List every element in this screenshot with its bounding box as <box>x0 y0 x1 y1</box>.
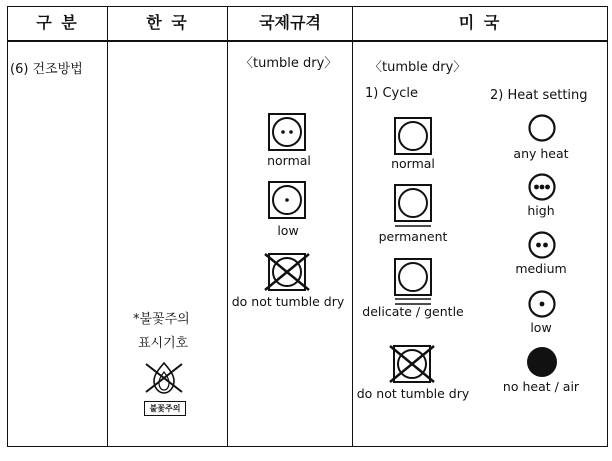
category-drying-method: (6) 건조방법 <box>10 62 83 77</box>
usa-permanent-label: permanent <box>378 229 448 244</box>
circle-any-heat-icon <box>527 113 557 143</box>
col-divider-3 <box>352 6 353 447</box>
table-bottom-border <box>7 446 608 447</box>
tumble-dry-normal-icon <box>268 113 306 151</box>
usa-title: 〈tumble dry〉 <box>369 60 467 75</box>
intl-normal-label: normal <box>267 153 311 168</box>
header-korea: 한 국 <box>146 13 189 32</box>
do-not-tumble-dry-icon <box>389 344 435 384</box>
circle-one-dot-icon <box>527 289 557 319</box>
left-border <box>7 6 8 447</box>
col-divider-2 <box>227 6 228 447</box>
korea-note-line2: 표시기호 <box>138 336 189 351</box>
usa-heat-heading: 2) Heat setting <box>490 88 588 103</box>
usa-cycle-heading: 1) Cycle <box>365 86 419 101</box>
usa-medium-label: medium <box>515 261 567 276</box>
circle-two-dots-icon <box>527 230 557 260</box>
header-usa: 미 국 <box>458 13 502 32</box>
tumble-dry-low-icon <box>268 181 306 219</box>
header-international: 국제규격 <box>259 13 321 32</box>
intl-low-label: low <box>277 223 299 238</box>
circle-three-dots-icon <box>527 172 557 202</box>
usa-cycle-normal-label: normal <box>391 156 435 171</box>
header-bottom-border <box>7 40 608 42</box>
header-category: 구 분 <box>36 13 79 32</box>
filled-circle-icon <box>526 346 558 378</box>
intl-title: 〈tumble dry〉 <box>240 56 338 71</box>
right-border <box>607 6 608 447</box>
do-not-tumble-dry-icon <box>264 252 310 292</box>
korea-note-line1: *불꽃주의 <box>133 312 190 327</box>
intl-do-not-tumble-dry-label: do not tumble dry <box>231 294 345 309</box>
tumble-dry-delicate-icon <box>394 258 432 306</box>
tumble-dry-cycle-normal-icon <box>394 117 432 155</box>
flame-caution-icon <box>142 360 186 396</box>
usa-any-heat-label: any heat <box>513 146 569 161</box>
usa-do-not-tumble-dry-label: do not tumble dry <box>356 386 470 401</box>
flame-caution-symbol-label: 불꽃주의 <box>144 401 186 416</box>
usa-high-label: high <box>527 203 555 218</box>
col-divider-1 <box>107 6 108 447</box>
usa-low-label: low <box>530 320 552 335</box>
usa-delicate-label: delicate / gentle <box>362 304 464 319</box>
table-top-border <box>7 6 608 7</box>
tumble-dry-permanent-icon <box>394 184 432 228</box>
usa-no-heat-label: no heat / air <box>502 379 580 394</box>
